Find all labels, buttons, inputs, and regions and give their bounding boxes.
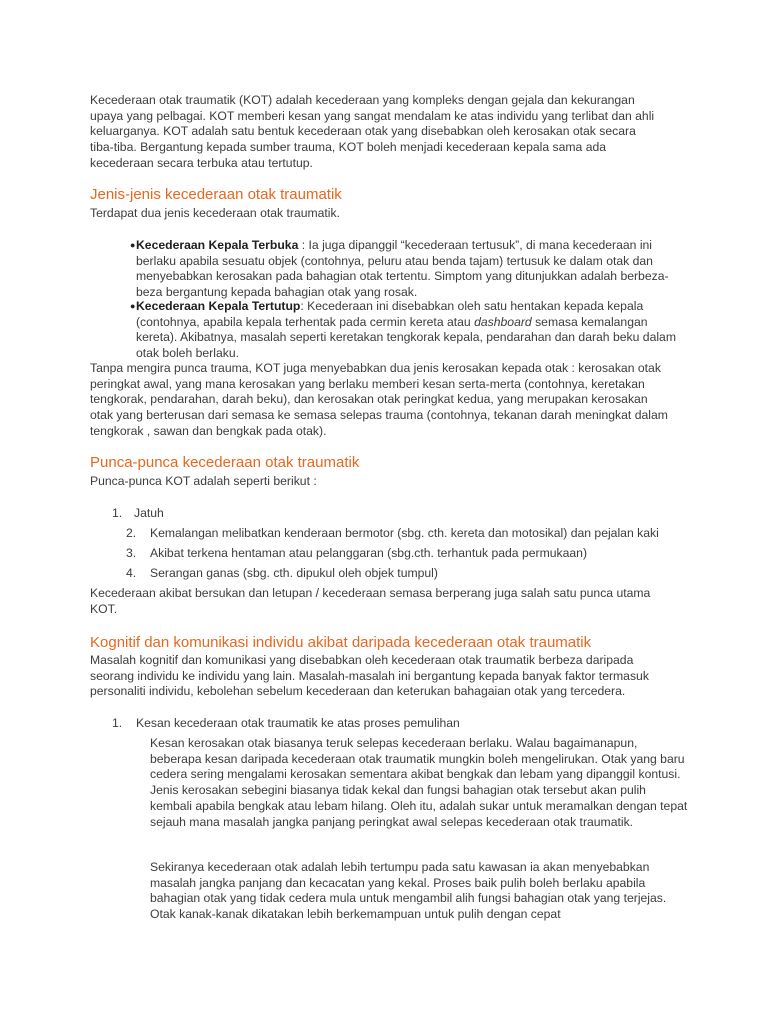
list-item-number: 1. [112, 506, 123, 520]
list-item-text [130, 238, 690, 301]
bullet-icon: ● [130, 301, 136, 311]
list-item-text: Kesan kecederaan otak traumatik ke atas proses pemulihan [136, 716, 460, 730]
section-heading-jenis: Jenis-jenis kecederaan otak traumatik [90, 186, 342, 203]
section-heading-punca: Punca-punca kecederaan otak traumatik [90, 454, 360, 471]
section-paragraph-jenis: Tanpa mengira punca trauma, KOT juga menyebabkan dua jenis kerosakan kepada otak : kerosakan otak peringkat awal, yang mana kerosakan yang berlaku memberi kesan serta-merta (contohnya, keretakan tengkorak, pendarahan, darah beku), dan kerosakan otak peringkat kedua, yang merupakan kerosakan otak yang berterusan dari semasa ke semasa selepas trauma (contohnya, tekanan darah meningkat dalam tengkorak , sawan dan bengkak pada otak). [90, 361, 668, 438]
list-item-desc: semasa kemalangan kereta). Akibatnya, masalah seperti keretakan tengkorak kepala, pendarahan dan darah beku dalam otak boleh berlaku. [136, 314, 676, 361]
section-lead-kognitif: Masalah kognitif dan komunikasi yang disebabkan oleh kecederaan otak traumatik berbeza daripada seorang individu ke individu yang lain. Masalah-masalah ini bergantung kepada banyak faktor termasuk personaliti individu, kebolehan sebelum kecederaan dan keterukan bahagaian otak yang tercedera. [90, 653, 649, 699]
intro-paragraph: Kecederaan otak traumatik (KOT) adalah kecederaan yang kompleks dengan gejala dan kekurangan upaya yang pelbagai. KOT memberi kesan yang sangat mendalam ke atas individu yang terlibat dan ahli keluarganya. KOT adalah satu bentuk kecederaan otak yang disebabkan oleh kerosakan otak secara tiba-tiba. Bergantung kepada sumber trauma, KOT boleh menjadi kecederaan kepala sama ada kecederaan secara terbuka atau tertutup. [90, 93, 655, 170]
list-item-text: Serangan ganas (sbg. cth. dipukul oleh objek tumpul) [150, 566, 438, 580]
list-item-text: Jatuh [134, 506, 164, 520]
list-item-text [130, 299, 690, 362]
bullet-icon: ● [130, 240, 136, 250]
list-item [130, 299, 690, 362]
section-paragraph-kognitif-1: Kesan kerosakan otak biasanya teruk selepas kecederaan berlaku. Walau bagaimanapun, beberapa kesan daripada kecederaan otak traumatik mungkin boleh mengelirukan. Otak yang baru cedera sering mengalami kerosakan sementara akibat bengkak dan lebam yang dipanggil kontusi. Jenis kerosakan sebegini biasanya tidak kekal dan fungsi bahagian otak tersebut akan pulih kembali apabila bengkak atau lebam hilang. Oleh itu, adalah sukar untuk meramalkan dengan tepat sejauh mana masalah jangka panjang peringkat awal selepas kecederaan otak traumatik. [150, 736, 688, 829]
list-item [130, 238, 690, 301]
list-item-number: 2. [126, 526, 137, 540]
list-item-term: Kecederaan Kepala Terbuka [136, 238, 299, 252]
list-item-text: Akibat terkena hentaman atau pelanggaran (sbg.cth. terhantuk pada permukaan) [150, 546, 588, 560]
section-lead-punca: Punca-punca KOT adalah seperti berikut : [90, 474, 317, 488]
list-item-term: Kecederaan Kepala Tertutup [136, 299, 301, 313]
list-item-emphasis: dashboard [474, 314, 532, 329]
list-item-number: 4. [126, 566, 137, 580]
list-item-number: 3. [126, 546, 137, 560]
list-item-number: 1. [112, 716, 123, 730]
list-item-desc: : Kecederaan ini disebabkan oleh satu hentakan kepada kepala (contohnya, apabila kepala terhentak pada cermin kereta atau [136, 299, 644, 329]
list-item-desc: : Ia juga dipanggil “kecederaan tertusuk”, di mana kecederaan ini berlaku apabila sesuatu objek (contohnya, peluru atau benda tajam) tertusuk ke dalam otak dan menyebabkan kerosakan pada bahagian otak tertentu. Simptom yang ditunjukkan adalah berbeza-beza bergantung kepada bahagian otak yang rosak. [136, 238, 669, 300]
section-lead-jenis: Terdapat dua jenis kecederaan otak traumatik. [90, 206, 340, 220]
section-paragraph-kognitif-2: Sekiranya kecederaan otak adalah lebih tertumpu pada satu kawasan ia akan menyebabkan masalah jangka panjang dan kecacatan yang kekal. Proses baik pulih boleh berlaku apabila bahagian otak yang tidak cedera mula untuk mengambil alih fungsi bahagian otak yang terjejas. Otak kanak-kanak dikatakan lebih berkemampuan untuk pulih dengan cepat [150, 860, 667, 922]
section-heading-kognitif: Kognitif dan komunikasi individu akibat daripada kecederaan otak traumatik [90, 634, 592, 651]
list-item-text: Kemalangan melibatkan kenderaan bermotor (sbg. cth. kereta dan motosikal) dan pejalan kaki [150, 526, 659, 540]
section-paragraph-punca: Kecederaan akibat bersukan dan letupan / kecederaan semasa berperang juga salah satu punca utama KOT. [90, 586, 651, 616]
